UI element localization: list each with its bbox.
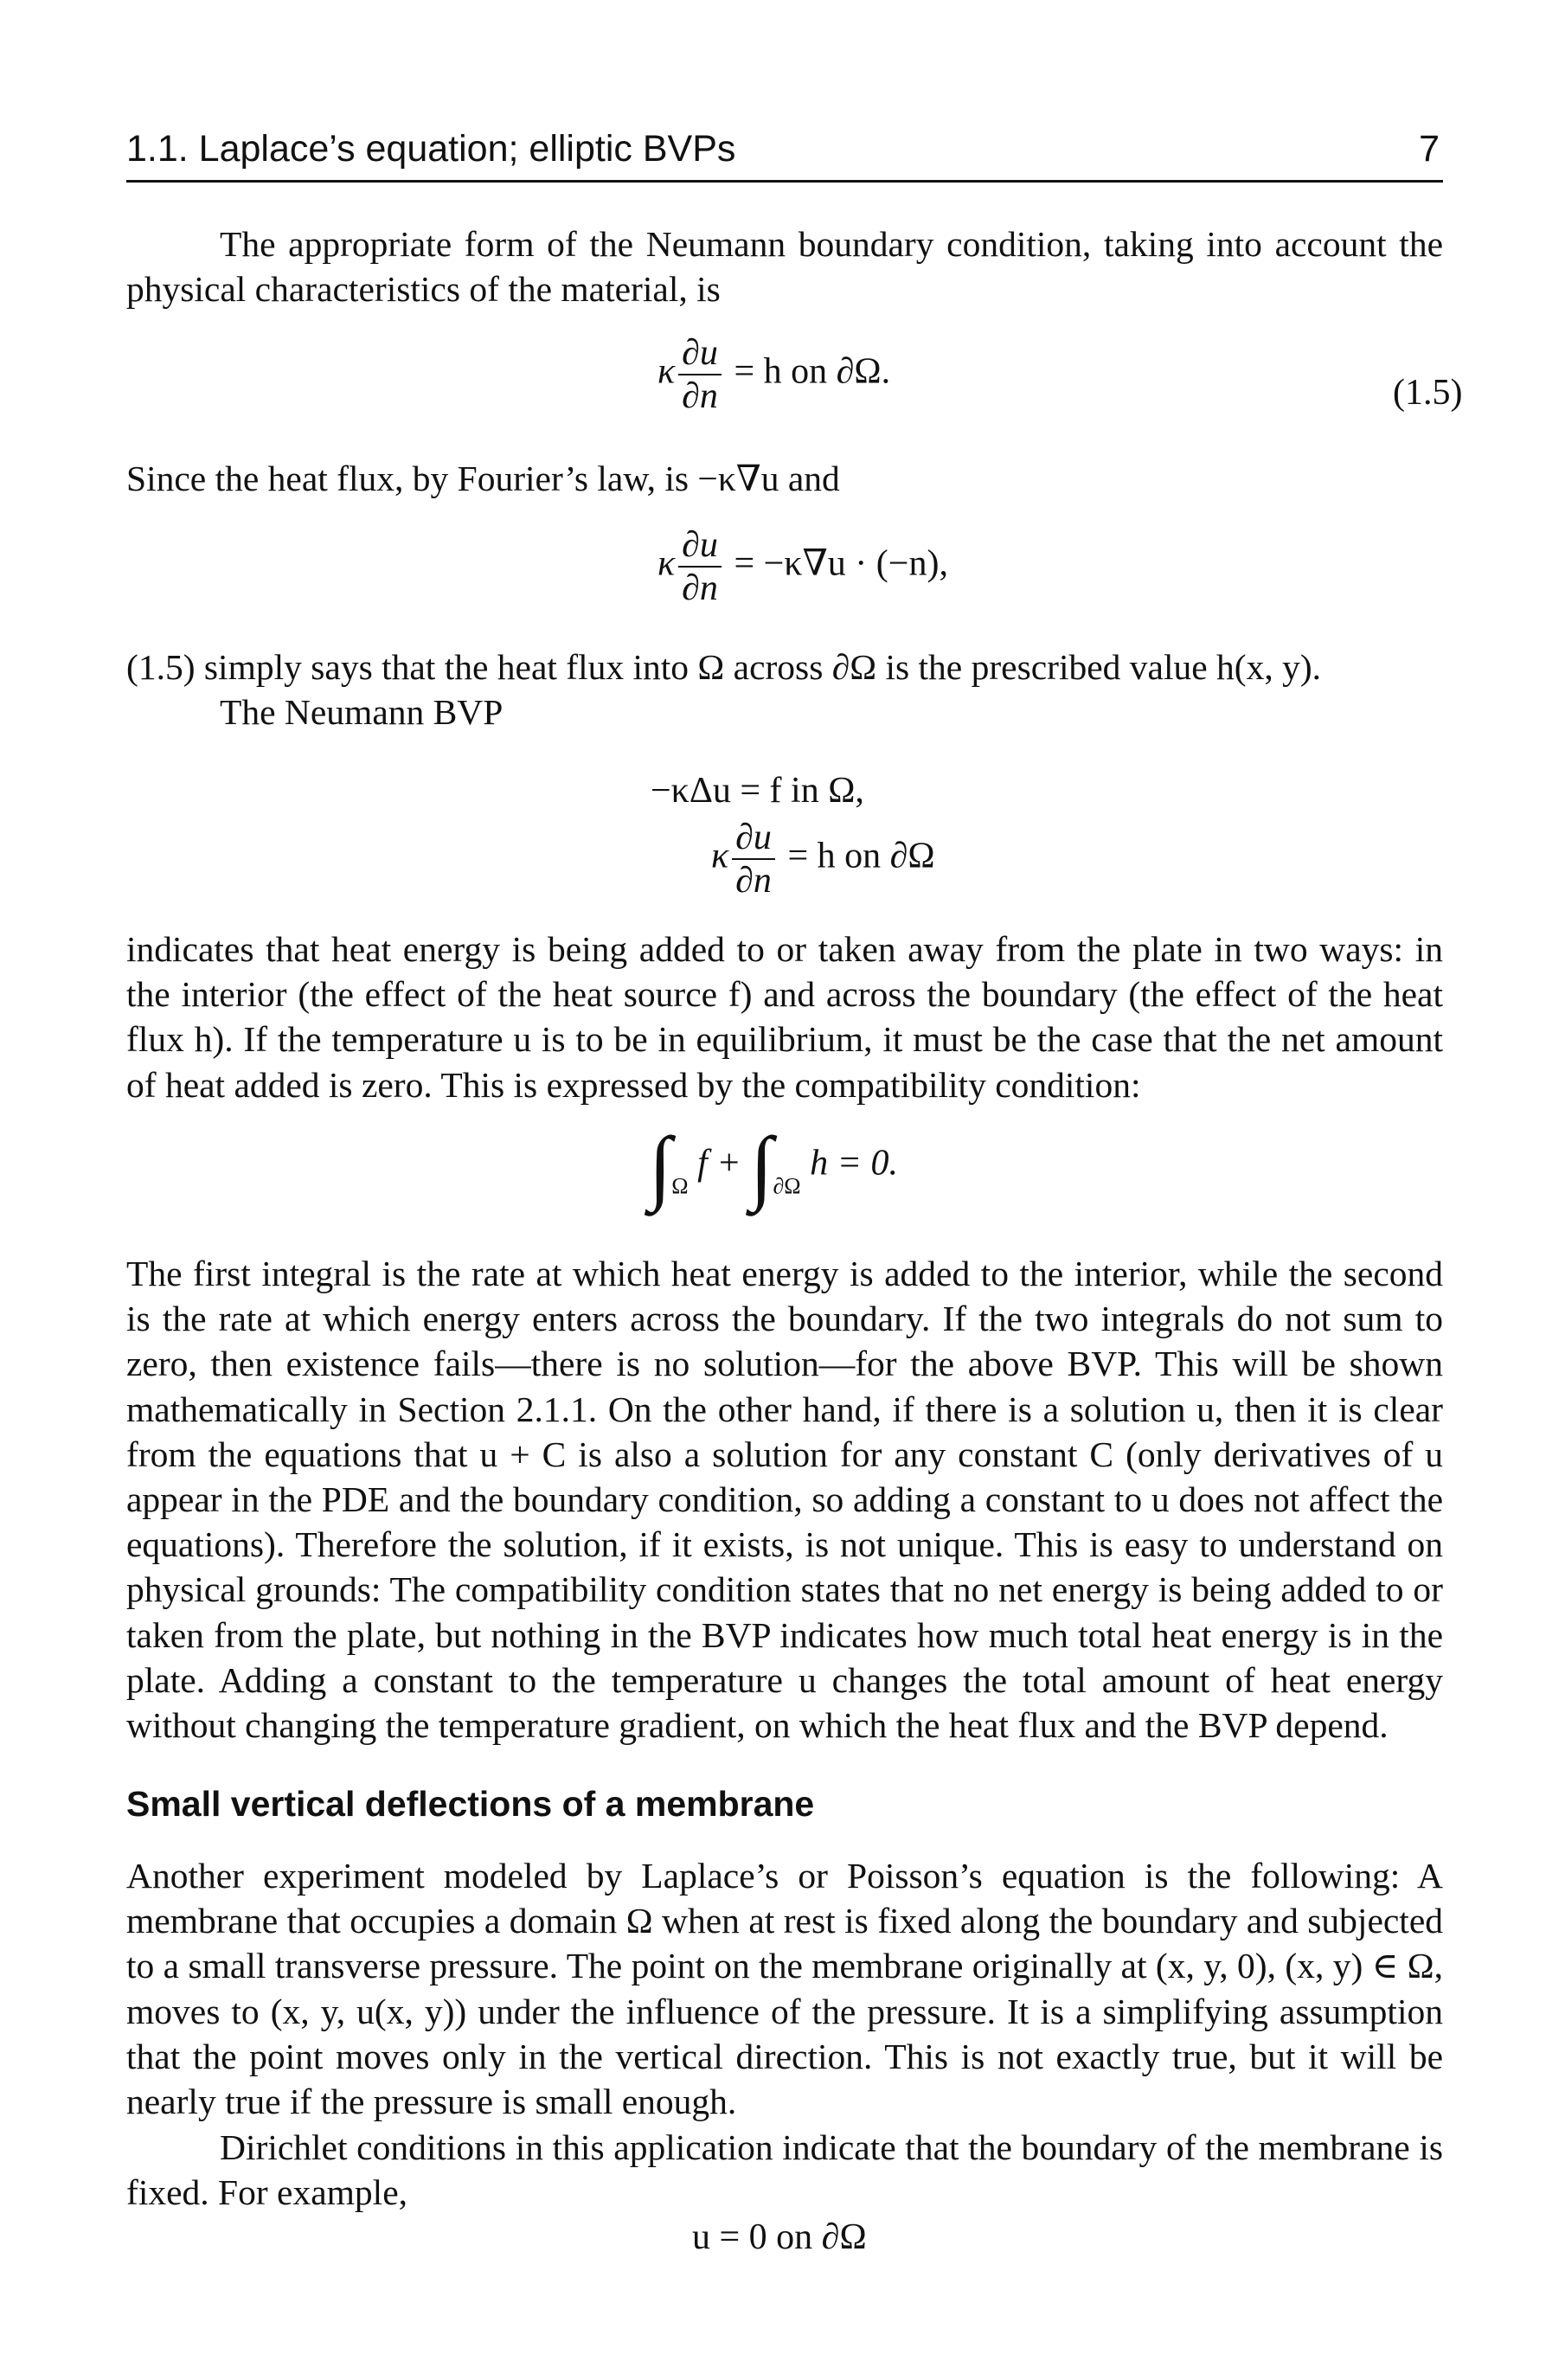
equation-compatibility bbox=[649, 1119, 898, 1212]
equation-1-5 bbox=[657, 334, 890, 415]
integral-term-2: h = 0. bbox=[810, 1143, 898, 1184]
section-heading: Small vertical deflections of a membrane bbox=[126, 1784, 815, 1824]
running-head bbox=[126, 128, 1443, 183]
eq1-rhs: = h on ∂Ω. bbox=[734, 351, 891, 392]
section-title: 1.1. Laplace’s equation; elliptic BVPs bbox=[126, 128, 736, 170]
paragraph-dirichlet: Dirichlet conditions in this application indicate that the boundary of the membrane is fixed. For example, bbox=[126, 2127, 1443, 2213]
paragraph-neumann-intro: The appropriate form of the Neumann boundary condition, taking into account the physical characteristics of the material, is bbox=[126, 224, 1443, 310]
eq1-fraction bbox=[678, 334, 722, 415]
eq3-fraction bbox=[732, 818, 775, 900]
paragraph-fourier: Since the heat flux, by Fourier’s law, is −κ∇u and bbox=[126, 459, 840, 498]
integral-sub-1: Ω bbox=[671, 1173, 689, 1199]
eq2-rhs: = −κ∇u · (−n), bbox=[734, 543, 948, 584]
equation-label: (1.5) bbox=[1393, 373, 1463, 413]
integral-term-1: f + bbox=[697, 1143, 741, 1184]
eq3-numerator: ∂u bbox=[732, 818, 775, 860]
integral-sign-2: ∫ bbox=[750, 1119, 773, 1212]
equation-bvp-line1: −κΔu = f in Ω, bbox=[651, 771, 864, 811]
paragraph-existence: The first integral is the rate at which heat energy is added to the interior, while the second is the rate at which energy enters across the boundary. If the two integrals do not sum to zero, then existence fails—there is no solution—for the above BVP. This will be shown mathematically in Section 2.1.1. On the other hand, if there is a solution u, then it is clear from the equations that u + C is also a solution for any constant C (only derivatives of u appear in the PDE and the boundary condition, so adding a constant to u does not affect the equations). Therefore the solution, if it exists, is not unique. This is easy to understand on physical grounds: The compatibility condition states that no net energy is being added to or taken from the plate, but nothing in the BVP indicates how much total heat energy is in the plate. Adding a constant to the temperature u changes the total amount of heat energy without changing the temperature gradient, on which the heat flux and the BVP depend. bbox=[126, 1254, 1443, 1746]
equation-bvp-line2 bbox=[711, 818, 935, 900]
eq2-numerator: ∂u bbox=[678, 526, 722, 568]
eq3-coefficient: κ bbox=[711, 836, 729, 876]
paragraph-membrane: Another experiment modeled by Laplace’s or Poisson’s equation is the following: A membrane that occupies a domain Ω when at rest is fixed along the boundary and subjected to a small transverse pressure. The point on the membrane originally at (x, y, 0), (x, y) ∈ Ω, moves to (x, y, u(x, y)) under the influence of the pressure. It is a simplifying assumption that the point moves only in the vertical direction. This is not exactly true, but it will be nearly true if the pressure is small enough. bbox=[126, 1856, 1443, 2122]
integral-sign-1: ∫ bbox=[649, 1119, 672, 1212]
paragraph-compatibility: indicates that heat energy is being added to or taken away from the plate in two ways: in the interior (the effect of the heat source f) and across the boundary (the effect of the heat flux h). If the temperature u is to be in equilibrium, it must be the case that the net amount of heat added is zero. This is expressed by the compatibility condition: bbox=[126, 929, 1443, 1105]
eq2-fraction bbox=[678, 526, 722, 607]
eq1-coefficient: κ bbox=[657, 351, 676, 392]
paragraph-neumann-bvp: The Neumann BVP bbox=[220, 692, 503, 732]
equation-flux bbox=[657, 526, 948, 607]
equation-dirichlet: u = 0 on ∂Ω bbox=[692, 2217, 867, 2257]
eq3-denominator: ∂n bbox=[735, 861, 772, 901]
eq2-denominator: ∂n bbox=[682, 568, 718, 608]
paragraph-heat-flux: (1.5) simply says that the heat flux into Ω across ∂Ω is the prescribed value h(x, y). bbox=[126, 647, 1322, 687]
eq1-numerator: ∂u bbox=[678, 334, 722, 375]
page-number: 7 bbox=[1419, 128, 1440, 170]
integral-sub-2: ∂Ω bbox=[773, 1173, 801, 1199]
eq3-rhs: = h on ∂Ω bbox=[787, 836, 935, 876]
eq2-coefficient: κ bbox=[657, 543, 676, 584]
eq1-denominator: ∂n bbox=[682, 376, 718, 416]
